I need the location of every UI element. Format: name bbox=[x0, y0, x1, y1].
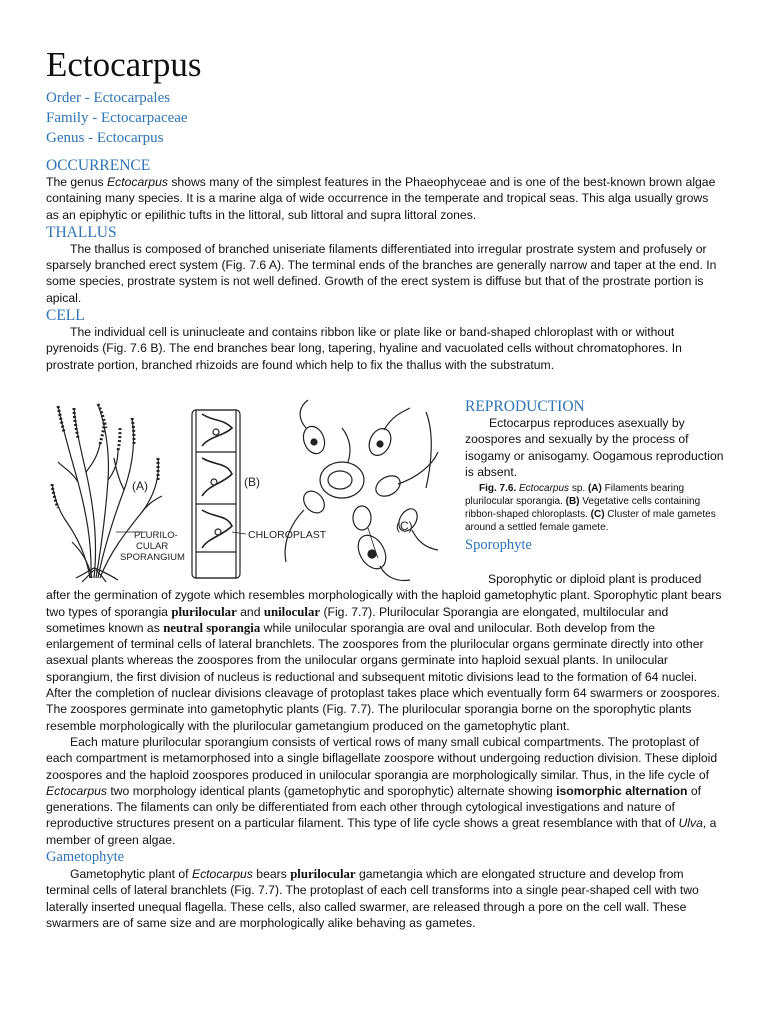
label-plurilocular-2: CULAR bbox=[136, 541, 169, 552]
gametophyte-heading: Gametophyte bbox=[46, 849, 125, 866]
cell-heading: CELL bbox=[46, 307, 85, 325]
panel-b-cells bbox=[192, 410, 246, 578]
taxonomy-order: Order - Ectocarpales bbox=[46, 90, 171, 106]
cell-paragraph: The individual cell is uninucleate and contains ribbon like or plate like or band-shaped chloroplast with or without pyrenoids (Fig. 7.6 B). The end branches bear long, tapering, hyaline and vacuolated cells without chromatophores. In prostrate portion, branched rhizoids are found which help to fix the thallus with the substratum. bbox=[46, 325, 682, 372]
figure-illustration bbox=[46, 392, 456, 588]
thallus-heading: THALLUS bbox=[46, 223, 117, 241]
occurrence-heading: OCCURRENCE bbox=[46, 157, 151, 174]
figure-caption: Fig. 7.6. Ectocarpus sp. (A) Filaments bearing plurilocular sporangia. (B) Vegetative cells containing ribbon-shaped chloroplasts. (C) Cluster of male gametes around a settled female gamete. bbox=[465, 483, 716, 534]
thallus-paragraph: The thallus is composed of branched uniseriate filaments differentiated into irregular prostrate system and profusely or sparsely branched erect system (Fig. 7.6 A). The terminal ends of the branches are generally narrow and taper at the end. In some species, prostrate system is not well defined. Growth of the erect system is diffuse but that of the prostrate portion is apical. bbox=[46, 241, 717, 305]
occurrence-paragraph: The genus Ectocarpus shows many of the simplest features in the Phaeophyceae and is one of the best-known brown algae containing many species. It is a marine alga of wide occurrence in the temperate and tropical seas. This alga usually grows as an epiphytic or epilithic tufts in the littoral, sub littoral and supra littoral zones. bbox=[46, 175, 716, 222]
label-chloroplast: CHLOROPLAST bbox=[248, 529, 327, 541]
page-title: Ectocarpus bbox=[46, 45, 202, 84]
taxonomy-family: Family - Ectocarpaceae bbox=[46, 110, 188, 126]
reproduction-column bbox=[465, 398, 727, 554]
panel-c-gametes bbox=[285, 400, 438, 580]
reproduction-heading: REPRODUCTION bbox=[465, 398, 585, 415]
figure-7-6 bbox=[46, 392, 456, 588]
sporophyte-paragraph-2: Each mature plurilocular sporangium consists of vertical rows of many small cubical compartments. The protoplast of each compartment is metamorphosed into a single biflagellate zoospore without undergoing reduction division. These diploid zoospores and the haploid zoospores produced in unilocular sporangia are morphologically similar. Thus, in the life cycle of Ectocarpus two morphology identical plants (gametophytic and sporophytic) alternate showing isomorphic alternation of generations. The filaments can only be differentiated from each other through cytological investigations and nature of reproductive structures present on a particular filament. This type of life cycle shows a great resemblance with that of Ulva, a member of green algae. bbox=[46, 734, 718, 847]
sporophyte-heading: Sporophyte bbox=[465, 537, 532, 554]
label-plurilocular-3: SPORANGIUM bbox=[120, 552, 185, 563]
sporophyte-paragraph-1: Sporophytic or diploid plant is produced after the germination of zygote which resembles morphologically with the haploid gametophytic plant. Sporophytic plant bears two types of sporangia plurilocular and unilocular (Fig. 7.7). Plurilocular Sporangia are elongated, multilocular and sometimes known as neutral sporangia while unilocular sporangia are oval and unilocular. Both develop from the enlargement of terminal cells of lateral branchlets. The zoospores from the plurilocular organs germinate directly into other asexual plants whereas the zoospores from the unilocular organs germinate into haploid sexual plants. In unilocular sporangium, the first division of nucleus is reductional and subsequent mitotic divisions lead to the formation of 64 nuclei. After the completion of nuclear divisions cleavage of protoplast takes place which eventually form 64 swarmers or zoospores. The zoospores germinate into gametophytic plants (Fig. 7.7). The plurilocular sporangia borne on the sporophytic plants resemble morphologically with the plurilocular gametangium produced on the gametophytic plant. bbox=[46, 572, 722, 733]
label-c: (C) bbox=[396, 519, 413, 533]
document-body bbox=[46, 44, 722, 373]
taxonomy-genus: Genus - Ectocarpus bbox=[46, 130, 164, 146]
lower-text bbox=[46, 571, 722, 931]
label-plurilocular-1: PLURILO- bbox=[134, 530, 178, 541]
label-a: (A) bbox=[132, 479, 148, 493]
gametophyte-paragraph: Gametophytic plant of Ectocarpus bears plurilocular gametangia which are elongated structure and develop from terminal cells of lateral branchlets (Fig. 7.7). The protoplast of each cell transforms into a single pear-shaped cell with two laterally inserted unequal flagella. These cells, also called swarmer, are released through a pore on the cell wall. These swarmers are of same size and are morphologically alike behaving as gametes. bbox=[46, 867, 699, 930]
reproduction-paragraph: Ectocarpus reproduces asexually by zoospores and sexually by the process of isogamy or anisogamy. Oogamous reproduction is absent. bbox=[465, 416, 724, 479]
label-b: (B) bbox=[244, 475, 260, 489]
